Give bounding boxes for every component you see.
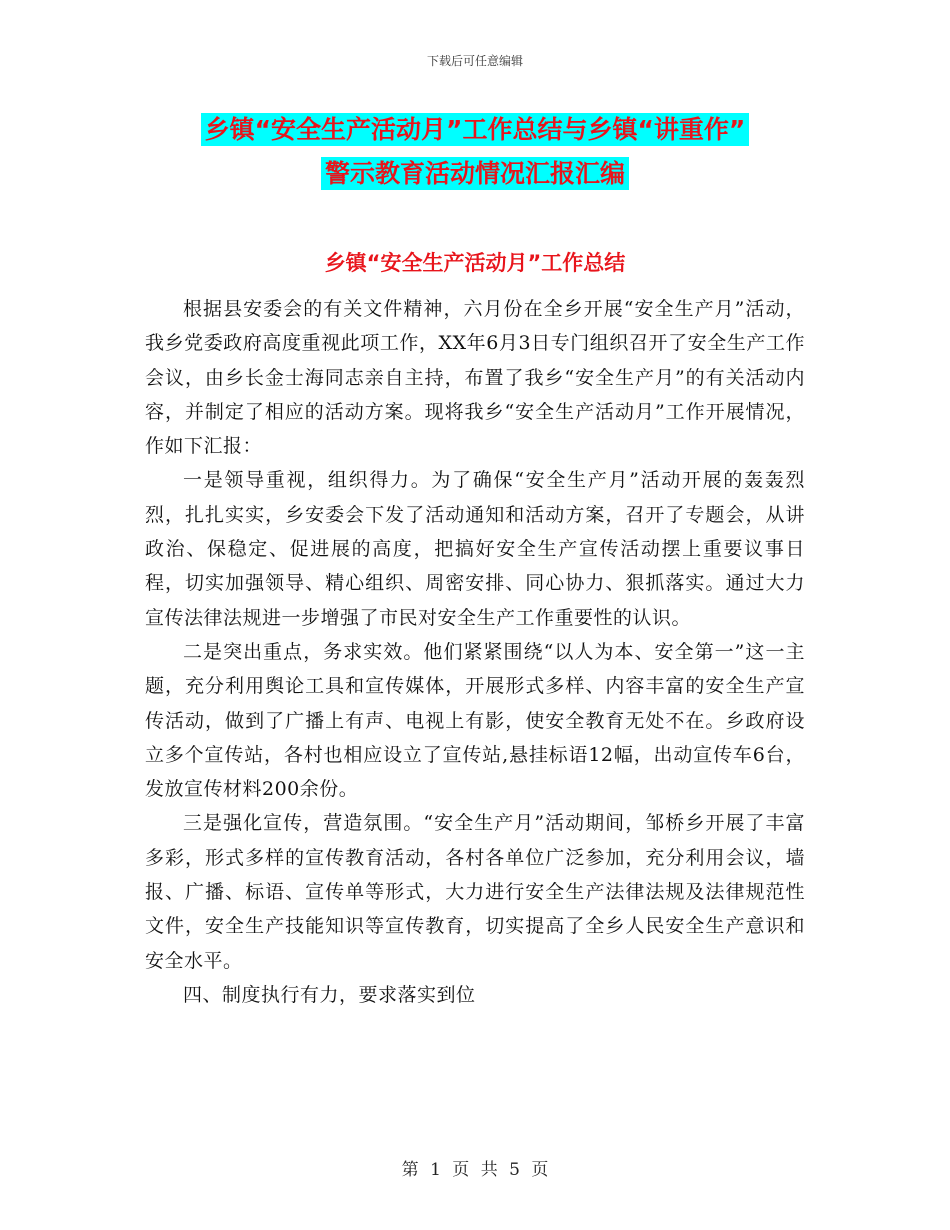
section-title: 乡镇“安全生产活动月”工作总结 (324, 251, 626, 275)
paragraph: 根据县安委会的有关文件精神，六月份在全乡开展“安全生产月”活动，我乡党委政府高度重视此项工作，XX年6月3日专门组织召开了安全生产工作会议，由乡长金士海同志亲自主持，布置了我乡“安全生产月”的有关活动内容，并制定了相应的活动方案。现将我乡“安全生产活动月”工作开展情况，作如下汇报： (145, 298, 805, 458)
title-highlight-1: 乡镇“安全生产活动月”工作总结与乡镇“讲重作” (201, 113, 750, 146)
document-title (0, 108, 950, 196)
header-note: 下载后可任意编辑 (426, 54, 523, 68)
paragraph: 二是突出重点，务求实效。他们紧紧围绕“以人为本、安全第一”这一主题，充分利用舆论工具和宣传媒体，开展形式多样、内容丰富的安全生产宣传活动，做到了广播上有声、电视上有影，使安全教育无处不在。乡政府设立多个宣传站，各村也相应设立了宣传站,悬挂标语12幅，出动宣传车6台，发放宣传材料200余份。 (145, 640, 805, 801)
document-title-line-2 (0, 152, 950, 196)
title-highlight-2: 警示教育活动情况汇报汇编 (321, 157, 629, 190)
document-body (145, 292, 805, 1012)
paragraph: 三是强化宣传，营造氛围。“安全生产月”活动期间，邹桥乡开展了丰富多彩，形式多样的宣传教育活动，各村各单位广泛参加，充分利用会议，墙报、广播、标语、宣传单等形式，大力进行安全生产法律法规及法律规范性文件，安全生产技能知识等宣传教育，切实提高了全乡人民安全生产意识和安全水平。 (145, 812, 805, 972)
paragraph: 四、制度执行有力，要求落实到位 (183, 983, 476, 1006)
paragraph: 一是领导重视，组织得力。为了确保“安全生产月”活动开展的轰轰烈烈，扎扎实实，乡安委会下发了活动通知和活动方案，召开了专题会，从讲政治、保稳定、促进展的高度，把搞好安全生产宣传活动摆上重要议事日程，切实加强领导、精心组织、周密安排、同心协力、狠抓落实。通过大力宣传法律法规进一步增强了市民对安全生产工作重要性的认识。 (145, 469, 805, 629)
page-number: 第 1 页 共 5 页 (401, 1160, 549, 1180)
document-title-line-1 (0, 108, 950, 152)
